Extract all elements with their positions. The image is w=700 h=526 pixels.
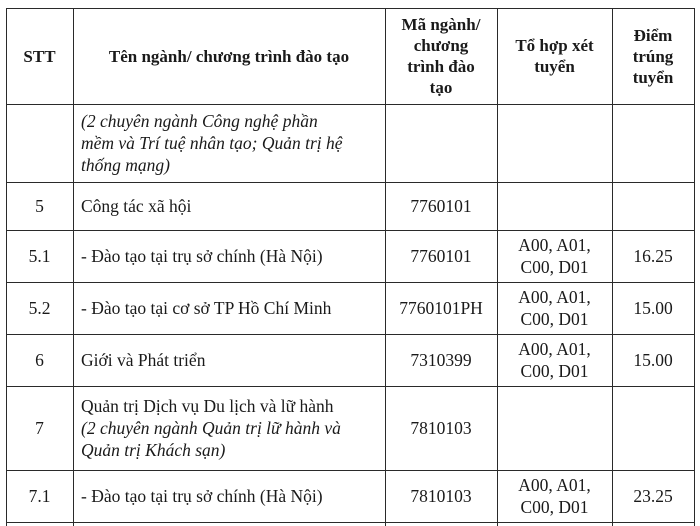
row-admission-score-value: 15.00	[633, 298, 673, 318]
header-program-code-line: tạo	[429, 78, 453, 97]
row-subject-combination	[497, 386, 612, 470]
row-subject-combination	[497, 282, 612, 334]
table-row-border	[6, 386, 695, 387]
row-program-name	[73, 104, 385, 182]
row-stt	[6, 182, 73, 230]
row-program-name	[73, 470, 385, 522]
row-subject-combination-line: A00, A01,	[518, 235, 591, 255]
table-column-border	[694, 8, 695, 526]
row-program-name	[73, 386, 385, 470]
row-stt	[6, 230, 73, 282]
header-program-name-label: Tên ngành/ chương trình đào tạo	[108, 46, 350, 66]
row-subject-combination-line: A00, A01,	[518, 475, 591, 495]
row-stt-value: 5	[35, 196, 44, 216]
row-program-note-line: (2 chuyên ngành Quản trị lữ hành và	[81, 418, 341, 438]
row-program-code	[385, 470, 497, 522]
row-program-code	[385, 230, 497, 282]
row-stt	[6, 334, 73, 386]
row-subject-combination	[497, 230, 612, 282]
row-program-code	[385, 182, 497, 230]
row-subject-combination-line: C00, D01	[520, 497, 589, 517]
row-program-code-value: 7810103	[410, 418, 472, 438]
row-stt-value: 6	[35, 350, 44, 370]
header-admission-score-line: tuyển	[632, 67, 674, 87]
header-admission-score-line: Điểm	[633, 25, 673, 45]
header-program-code-line: chương	[413, 36, 469, 55]
row-subject-combination-line: A00, A01,	[518, 287, 591, 307]
row-subject-combination	[497, 334, 612, 386]
row-admission-score	[612, 104, 694, 182]
row-subject-combination	[497, 104, 612, 182]
table-row-border	[6, 8, 695, 9]
row-program-code-value: 7760101	[410, 246, 472, 266]
row-subject-combination-line: C00, D01	[520, 257, 589, 277]
row-stt-value: 7	[35, 418, 44, 438]
row-program-code-value: 7310399	[410, 350, 472, 370]
table-column-border	[385, 8, 386, 526]
row-program-note-line: thống mạng)	[81, 155, 170, 175]
header-stt	[6, 8, 73, 104]
row-program-code	[385, 282, 497, 334]
row-subject-combination	[497, 470, 612, 522]
row-stt-value: 5.2	[28, 298, 51, 318]
row-program-note-line: Quản trị Khách sạn)	[81, 440, 226, 460]
row-program-name-value: - Đào tạo tại trụ sở chính (Hà Nội)	[81, 246, 323, 266]
row-program-code-value: 7760101	[410, 196, 472, 216]
row-subject-combination-line: A00, A01,	[518, 339, 591, 359]
table-row-border	[6, 182, 695, 183]
row-program-name	[73, 230, 385, 282]
table-row-border	[6, 104, 695, 105]
row-program-name-value: - Đào tạo tại trụ sở chính (Hà Nội)	[81, 486, 323, 506]
header-program-name	[73, 8, 385, 104]
row-program-name-value: Công tác xã hội	[81, 196, 192, 216]
row-program-name	[73, 282, 385, 334]
row-admission-score	[612, 386, 694, 470]
row-program-name	[73, 182, 385, 230]
table-row-border	[6, 282, 695, 283]
row-program-name	[73, 334, 385, 386]
row-admission-score	[612, 230, 694, 282]
table-row-border	[6, 230, 695, 231]
header-subject-combination-line: tuyển	[534, 57, 575, 76]
table-row-border	[6, 470, 695, 471]
row-program-note-line: mềm và Trí tuệ nhân tạo; Quản trị hệ	[81, 133, 343, 153]
header-subject-combination-line: Tổ hợp xét	[515, 36, 594, 55]
row-program-code	[385, 104, 497, 182]
row-program-code-value: 7810103	[410, 486, 472, 506]
table-row-border	[6, 522, 695, 523]
row-program-code-value: 7760101PH	[399, 298, 483, 318]
row-program-code	[385, 386, 497, 470]
header-program-code-line: trình đào	[407, 57, 475, 76]
row-stt	[6, 470, 73, 522]
row-subject-combination	[497, 182, 612, 230]
table-column-border	[73, 8, 74, 526]
row-subject-combination-line: C00, D01	[520, 361, 589, 381]
row-program-name-value: Quản trị Dịch vụ Du lịch và lữ hành	[81, 396, 334, 416]
header-subject-combination	[497, 8, 612, 104]
header-admission-score-line: trúng	[632, 46, 674, 66]
row-admission-score	[612, 334, 694, 386]
header-stt-label: STT	[23, 46, 56, 66]
row-admission-score	[612, 282, 694, 334]
table-column-border	[6, 8, 7, 526]
table-row-border	[6, 334, 695, 335]
row-program-name-value: - Đào tạo tại cơ sở TP Hồ Chí Minh	[81, 298, 332, 318]
row-admission-score-value: 16.25	[633, 246, 673, 266]
row-program-note-line: (2 chuyên ngành Công nghệ phần	[81, 111, 318, 131]
row-stt-value: 5.1	[28, 246, 51, 266]
row-admission-score-value: 23.25	[633, 486, 673, 506]
header-program-code	[385, 8, 497, 104]
row-stt	[6, 104, 73, 182]
row-stt-value: 7.1	[28, 486, 51, 506]
header-program-code-line: Mã ngành/	[401, 15, 481, 34]
row-admission-score	[612, 182, 694, 230]
row-program-name-value: Giới và Phát triển	[81, 350, 206, 370]
row-stt	[6, 386, 73, 470]
row-subject-combination-line: C00, D01	[520, 309, 589, 329]
row-stt	[6, 282, 73, 334]
row-admission-score	[612, 470, 694, 522]
row-program-code	[385, 334, 497, 386]
table-column-border	[497, 8, 498, 526]
table-column-border	[612, 8, 613, 526]
header-admission-score	[612, 8, 694, 104]
row-admission-score-value: 15.00	[633, 350, 673, 370]
